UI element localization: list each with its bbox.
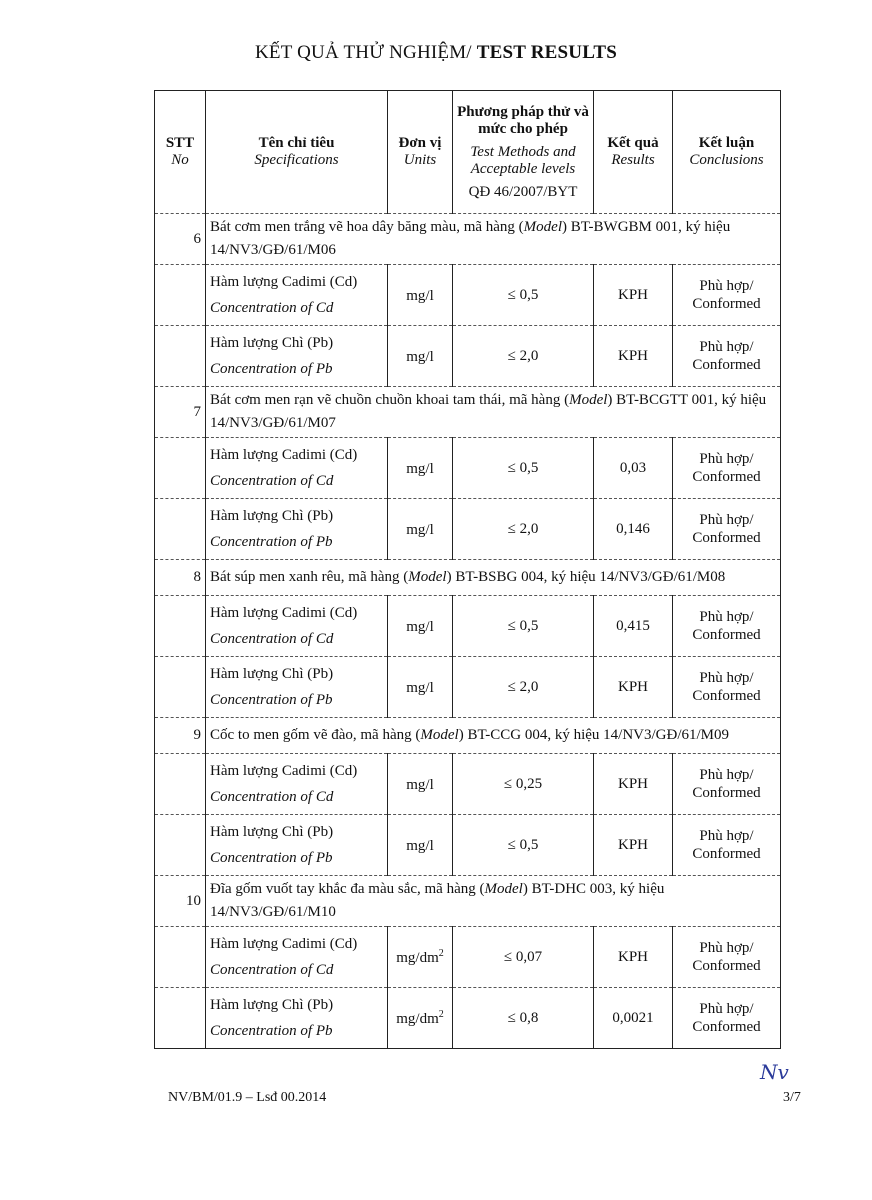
limit-cell: ≤ 0,5 (453, 815, 594, 876)
spec-cell: Hàm lượng Chì (Pb) Concentration of Pb (206, 326, 388, 387)
empty-stt-cell (155, 815, 206, 876)
sample-group-row (155, 387, 781, 438)
conclusion-cell: Phù hợp/ Conformed (673, 326, 781, 387)
header-stt: STT No (155, 91, 206, 214)
conclusion-cell: Phù hợp/ Conformed (673, 927, 781, 988)
conclusion-cell: Phù hợp/ Conformed (673, 499, 781, 560)
result-cell: KPH (594, 815, 673, 876)
sample-description: Bát cơm men trắng vẽ hoa dây băng màu, mã hàng (Model) BT-BWGBM 001, ký hiệu 14/NV3/GĐ/61/M06 (206, 214, 781, 265)
unit-cell: $mg/dm^2$ (388, 988, 453, 1049)
limit-cell: ≤ 0,5 (453, 438, 594, 499)
unit-cell: mg/l (388, 326, 453, 387)
spec-cell: Hàm lượng Cadimi (Cd) Concentration of Cd (206, 265, 388, 326)
empty-stt-cell (155, 988, 206, 1049)
result-cell: KPH (594, 265, 673, 326)
limit-cell: ≤ 2,0 (453, 657, 594, 718)
header-method: Phương pháp thử và mức cho phép Test Methods and Acceptable levels QĐ 46/2007/BYT (453, 91, 594, 214)
sample-description: Đĩa gốm vuốt tay khắc đa màu sắc, mã hàng (Model) BT-DHC 003, ký hiệu 14/NV3/GĐ/61/M10 (206, 876, 781, 927)
empty-stt-cell (155, 657, 206, 718)
limit-cell: ≤ 2,0 (453, 326, 594, 387)
conclusion-cell: Phù hợp/ Conformed (673, 988, 781, 1049)
unit-cell: mg/l (388, 657, 453, 718)
sample-group-row (155, 718, 781, 754)
header-result: Kết quả Results (594, 91, 673, 214)
unit-cell: $mg/dm^2$ (388, 927, 453, 988)
stt-number: 7 (155, 387, 206, 438)
sample-group-row (155, 560, 781, 596)
stt-number: 9 (155, 718, 206, 754)
limit-cell: ≤ 0,8 (453, 988, 594, 1049)
title-en: TEST RESULTS (476, 42, 617, 63)
results-body (155, 214, 781, 1049)
criterion-row (155, 815, 781, 876)
stt-number: 8 (155, 560, 206, 596)
unit-cell: mg/l (388, 499, 453, 560)
unit-cell: mg/l (388, 265, 453, 326)
conclusion-cell: Phù hợp/ Conformed (673, 815, 781, 876)
conclusion-cell: Phù hợp/ Conformed (673, 596, 781, 657)
sample-description: Bát súp men xanh rêu, mã hàng (Model) BT-BSBG 004, ký hiệu 14/NV3/GĐ/61/M08 (206, 560, 781, 596)
sample-description: Cốc to men gốm vẽ đào, mã hàng (Model) BT-CCG 004, ký hiệu 14/NV3/GĐ/61/M09 (206, 718, 781, 754)
empty-stt-cell (155, 596, 206, 657)
spec-cell: Hàm lượng Chì (Pb) Concentration of Pb (206, 499, 388, 560)
form-code: NV/BM/01.9 – Lsđ 00.2014 (168, 1090, 327, 1105)
unit-cell: mg/l (388, 815, 453, 876)
criterion-row (155, 988, 781, 1049)
criterion-row (155, 265, 781, 326)
sample-group-row (155, 214, 781, 265)
unit-cell: mg/l (388, 596, 453, 657)
limit-cell: ≤ 0,5 (453, 596, 594, 657)
limit-cell: ≤ 2,0 (453, 499, 594, 560)
spec-cell: Hàm lượng Chì (Pb) Concentration of Pb (206, 657, 388, 718)
header-conclusion: Kết luận Conclusions (673, 91, 781, 214)
sample-group-row (155, 876, 781, 927)
result-cell: KPH (594, 754, 673, 815)
result-cell: KPH (594, 657, 673, 718)
empty-stt-cell (155, 265, 206, 326)
conclusion-cell: Phù hợp/ Conformed (673, 657, 781, 718)
header-unit: Đơn vị Units (388, 91, 453, 214)
result-cell: 0,0021 (594, 988, 673, 1049)
criterion-row (155, 499, 781, 560)
spec-cell: Hàm lượng Cadimi (Cd) Concentration of Cd (206, 754, 388, 815)
unit-cell: mg/l (388, 438, 453, 499)
empty-stt-cell (155, 754, 206, 815)
conclusion-cell: Phù hợp/ Conformed (673, 265, 781, 326)
empty-stt-cell (155, 499, 206, 560)
result-cell: 0,03 (594, 438, 673, 499)
spec-cell: Hàm lượng Cadimi (Cd) Concentration of Cd (206, 927, 388, 988)
stt-number: 10 (155, 876, 206, 927)
criterion-row (155, 596, 781, 657)
title-vn: KẾT QUẢ THỬ NGHIỆM/ (254, 42, 472, 63)
spec-cell: Hàm lượng Chì (Pb) Concentration of Pb (206, 988, 388, 1049)
result-cell: 0,146 (594, 499, 673, 560)
criterion-row (155, 657, 781, 718)
results-table (154, 90, 781, 1049)
spec-cell: Hàm lượng Cadimi (Cd) Concentration of Cd (206, 438, 388, 499)
empty-stt-cell (155, 326, 206, 387)
header-row (155, 91, 781, 214)
criterion-row (155, 754, 781, 815)
conclusion-cell: Phù hợp/ Conformed (673, 438, 781, 499)
empty-stt-cell (155, 927, 206, 988)
criterion-row (155, 326, 781, 387)
limit-cell: ≤ 0,5 (453, 265, 594, 326)
empty-stt-cell (155, 438, 206, 499)
conclusion-cell: Phù hợp/ Conformed (673, 754, 781, 815)
page-title (0, 42, 872, 64)
criterion-row (155, 438, 781, 499)
spec-cell: Hàm lượng Cadimi (Cd) Concentration of Cd (206, 596, 388, 657)
header-spec: Tên chỉ tiêu Specifications (206, 91, 388, 214)
spec-cell: Hàm lượng Chì (Pb) Concentration of Pb (206, 815, 388, 876)
unit-cell: mg/l (388, 754, 453, 815)
result-cell: 0,415 (594, 596, 673, 657)
sample-description: Bát cơm men rạn vẽ chuồn chuồn khoai tam thái, mã hàng (Model) BT-BCGTT 001, ký hiệu 14/NV3/GĐ/61/M07 (206, 387, 781, 438)
limit-cell: ≤ 0,07 (453, 927, 594, 988)
stt-number: 6 (155, 214, 206, 265)
handwritten-initials: Nv (760, 1060, 789, 1084)
limit-cell: ≤ 0,25 (453, 754, 594, 815)
result-cell: KPH (594, 927, 673, 988)
page-number: 3/7 (783, 1090, 801, 1105)
result-cell: KPH (594, 326, 673, 387)
criterion-row (155, 927, 781, 988)
